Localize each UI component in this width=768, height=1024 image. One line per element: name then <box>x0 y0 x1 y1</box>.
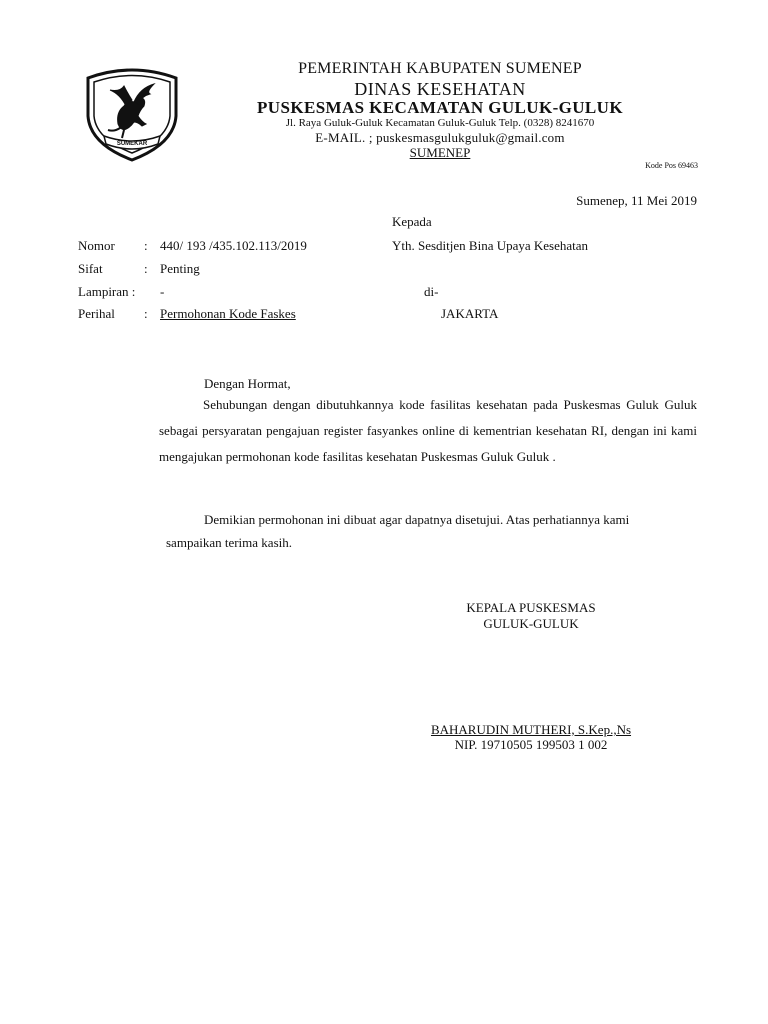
body-paragraph-2-line-2: sampaikan terima kasih. <box>166 535 292 550</box>
signatory-title-1: KEPALA PUSKESMAS <box>466 600 596 615</box>
sifat-value: Penting <box>160 261 200 276</box>
lampiran-value: - <box>160 284 165 299</box>
sifat-label: Sifat <box>78 261 103 276</box>
institution-heading: PUSKESMAS KECAMATAN GULUK-GULUK <box>257 98 623 117</box>
nomor-label: Nomor <box>78 238 115 253</box>
perihal-value: Permohonan Kode Faskes <box>160 306 296 321</box>
lampiran-label: Lampiran : <box>78 284 136 299</box>
signatory-title-2: GULUK-GULUK <box>483 616 579 631</box>
address-line: Jl. Raya Guluk-Guluk Kecamatan Guluk-Guluk Telp. (0328) 8241670 <box>285 117 595 129</box>
recipient-kepada: Kepada <box>392 214 432 229</box>
recipient-city: JAKARTA <box>441 306 499 321</box>
postal-code: Kode Pos 69463 <box>645 161 698 170</box>
recipient-name: Yth. Sesditjen Bina Upaya Kesehatan <box>392 238 589 253</box>
sifat-separator: : <box>144 261 148 276</box>
body-paragraph-2-line-1: Demikian permohonan ini dibuat agar dapatnya disetujui. Atas perhatiannya kami <box>204 512 630 527</box>
body-paragraph-1: Sehubungan dengan dibutuhkannya kode fasilitas kesehatan pada Puskesmas Guluk Guluk sebagai persyaratan pengajuan register fasyankes online di kementrian kesehatan RI, dengan ini kami mengajukan permohonan kode fasilitas kesehatan Puskesmas Guluk Guluk . <box>159 397 697 464</box>
perihal-separator: : <box>144 306 148 321</box>
signatory-nip: NIP. 19710505 199503 1 002 <box>454 737 608 752</box>
department-heading: DINAS KESEHATAN <box>354 79 526 99</box>
logo-banner-text: SUMEKAR <box>116 141 148 147</box>
email-line: E-MAIL. ; puskesmasgulukguluk@gmail.com <box>315 130 565 145</box>
city-heading: SUMENEP <box>409 145 471 160</box>
signatory-name: BAHARUDIN MUTHERI, S.Kep.,Ns <box>430 722 632 737</box>
salutation: Dengan Hormat, <box>204 376 291 391</box>
nomor-separator: : <box>144 238 148 253</box>
letter-date: Sumenep, 11 Mei 2019 <box>576 193 697 208</box>
nomor-value: 440/ 193 /435.102.113/2019 <box>160 238 307 253</box>
perihal-label: Perihal <box>78 306 115 321</box>
government-heading: PEMERINTAH KABUPATEN SUMENEP <box>298 60 582 77</box>
recipient-di: di- <box>424 284 439 299</box>
